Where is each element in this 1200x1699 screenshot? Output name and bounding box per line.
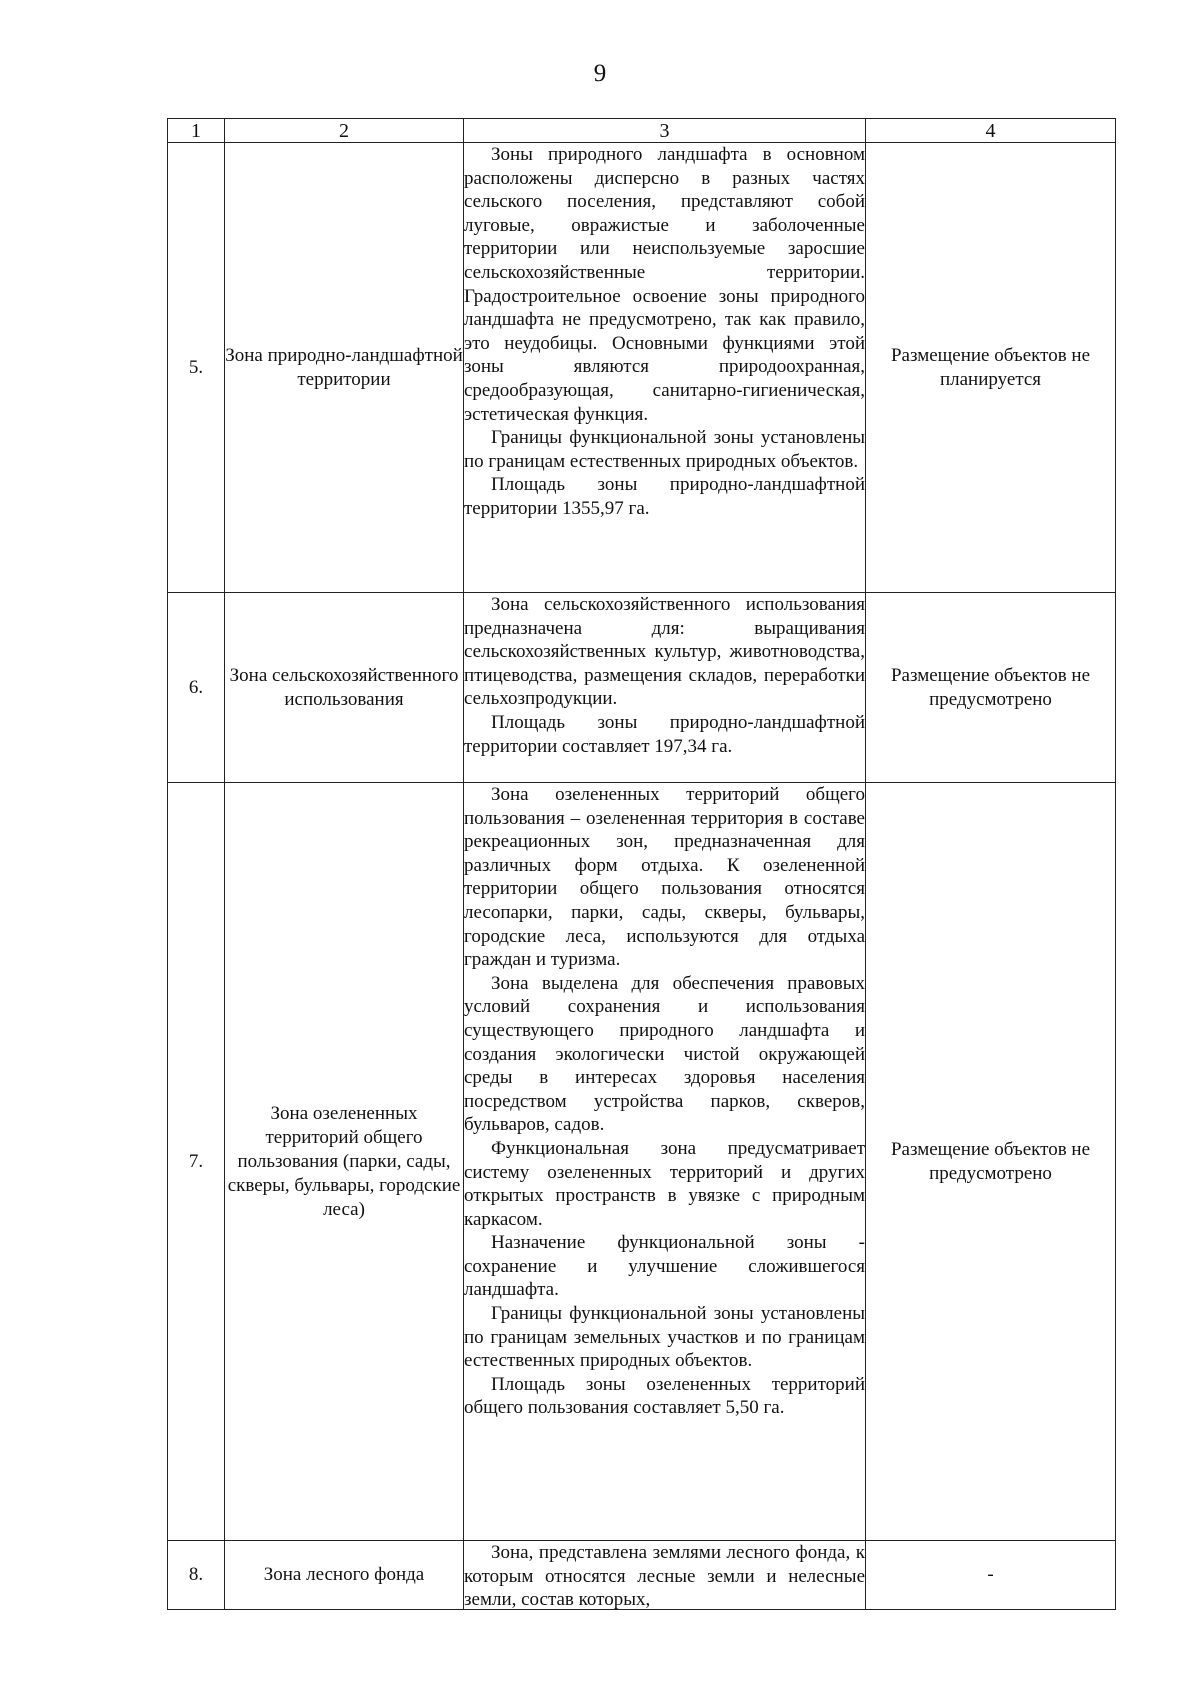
- zone-name: Зона озелененных территорий общего пользования (парки, сады, скверы, бульвары, городские леса): [225, 783, 464, 1541]
- zone-name: Зона лесного фонда: [225, 1541, 464, 1610]
- description-paragraph: Зона, представлена землями лесного фонда, к которым относятся лесные земли и нелесные земли, состав которых,: [464, 1542, 865, 1609]
- zone-description: [464, 783, 866, 1541]
- table-row: [168, 593, 1116, 783]
- description-paragraph: Зона озелененных территорий общего пользования – озелененная территория в составе рекреационных зон, предназначенная для различных форм отдыха. К озелененной территории общего пользования относятся лесопарки, парки, сады, скверы, бульвары, городские леса, используются для отдыха граждан и туризма.: [464, 784, 865, 971]
- column-header: 3: [464, 119, 866, 143]
- placement-note: Размещение объектов не предусмотрено: [866, 783, 1116, 1541]
- placement-note: Размещение объектов не предусмотрено: [866, 593, 1116, 783]
- description-paragraph: Функциональная зона предусматривает систему озелененных территорий и других открытых пространств в увязке с природным каркасом.: [464, 1137, 865, 1230]
- table-header-row: [168, 119, 1116, 143]
- column-header: 2: [225, 119, 464, 143]
- description-paragraph: Зоны природного ландшафта в основном расположены дисперсно в разных частях сельского поселения, представляют собой луговые, овражистые и заболоченные территории или неиспользуемые заросшие сельскохозяйственные территории. Градостроительное освоение зоны природного ландшафта не предусмотрено, так как правило, это неудобицы. Основными функциями этой зоны являются природоохранная, средообразующая, санитарно-гигиеническая, эстетическая функция.: [464, 144, 865, 425]
- description-paragraph: Зона сельскохозяйственного использования предназначена для: выращивания сельскохозяйственных культур, животноводства, птицеводства, размещения складов, переработки сельхозпродукции.: [464, 594, 865, 710]
- table-row: [168, 1541, 1116, 1610]
- zone-description: [464, 143, 866, 593]
- description-paragraph: Зона выделена для обеспечения правовых условий сохранения и использования существующего природного ландшафта и создания экологически чистой окружающей среды в интересах здоровья населения посредством устройства парков, скверов, бульваров, садов.: [464, 972, 865, 1136]
- description-paragraph: Площадь зоны природно-ландшафтной территории составляет 197,34 га.: [464, 711, 865, 757]
- page-number: 9: [593, 60, 607, 87]
- description-paragraph: Границы функциональной зоны установлены по границам естественных природных объектов.: [464, 427, 865, 472]
- description-paragraph: Назначение функциональной зоны - сохранение и улучшение сложившегося ландшафта.: [464, 1232, 865, 1301]
- zone-name: Зона сельскохозяйственного использования: [225, 593, 464, 783]
- table-row: [168, 143, 1116, 593]
- description-paragraph: Площадь зоны озелененных территорий общего пользования составляет 5,50 га.: [464, 1373, 865, 1419]
- zone-description: [464, 593, 866, 783]
- row-number: 5.: [168, 143, 225, 593]
- column-header: 4: [866, 119, 1116, 143]
- placement-note: Размещение объектов не планируется: [866, 143, 1116, 593]
- row-number: 7.: [168, 783, 225, 1541]
- zones-table: [167, 118, 1116, 1610]
- description-paragraph: Границы функциональной зоны установлены по границам земельных участков и по границам естественных природных объектов.: [464, 1303, 865, 1372]
- zone-description: [464, 1541, 866, 1610]
- table-row: [168, 783, 1116, 1541]
- zone-name: Зона природно-ландшафтной территории: [225, 143, 464, 593]
- row-number: 8.: [168, 1541, 225, 1610]
- placement-note: -: [866, 1541, 1116, 1610]
- description-paragraph: Площадь зоны природно-ландшафтной территории 1355,97 га.: [464, 474, 865, 519]
- column-header: 1: [168, 119, 225, 143]
- row-number: 6.: [168, 593, 225, 783]
